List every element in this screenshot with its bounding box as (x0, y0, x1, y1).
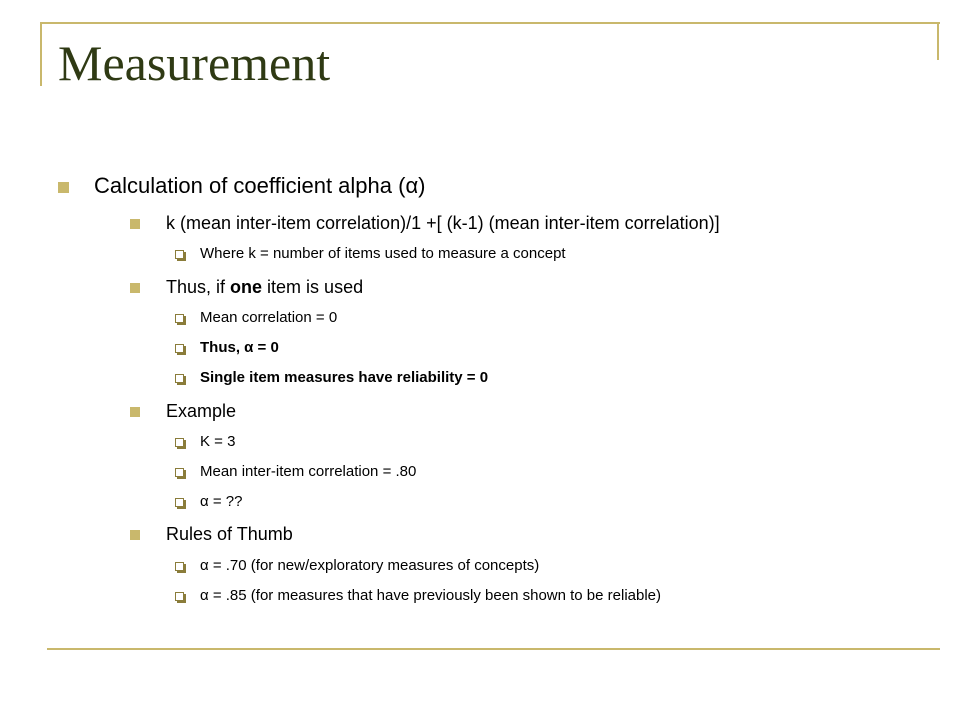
bullet-text: Single item measures have reliability = 0 (200, 368, 489, 386)
right-rule (937, 22, 939, 60)
sub-bullet (200, 463, 918, 482)
bullet-formula (130, 212, 918, 235)
square-bullet-icon (130, 530, 140, 540)
bullet-text: k (mean inter-item correlation)/1 +[ (k-1) (mean inter-item correlation)] (166, 212, 720, 233)
sub-bullet (200, 339, 918, 358)
box-bullet-icon (175, 344, 184, 353)
sub-bullet (200, 369, 918, 388)
slide-body (58, 172, 918, 605)
top-rule (40, 22, 940, 24)
box-bullet-icon (175, 592, 184, 601)
box-bullet-icon (175, 498, 184, 507)
box-bullet-icon (175, 250, 184, 259)
bullet-text: Example (166, 400, 237, 421)
sub-bullet (200, 433, 918, 452)
bullet-text: Rules of Thumb (166, 524, 293, 545)
square-bullet-icon (130, 283, 140, 293)
bullet-text: Where k = number of items used to measure a concept (200, 245, 566, 262)
sub-bullet (200, 557, 918, 576)
bullet-text-prefix: Thus, if (166, 276, 231, 297)
sub-bullet-formula-note (200, 245, 918, 264)
bullet-text: K = 3 (200, 433, 236, 450)
square-bullet-icon (58, 182, 69, 193)
bullet-text: α = .70 (for new/exploratory measures of concepts) (200, 556, 540, 574)
sub-bullet (200, 587, 918, 606)
box-bullet-icon (175, 374, 184, 383)
bullet-text-suffix: item is used (262, 276, 364, 297)
bullet-text: α = .85 (for measures that have previously been shown to be reliable) (200, 586, 662, 604)
slide-title: Measurement (58, 35, 331, 91)
bullet-coefficient-alpha (58, 172, 918, 200)
bullet-text: Calculation of coefficient alpha (α) (94, 173, 426, 198)
box-bullet-icon (175, 438, 184, 447)
bullet-text-emphasis: one (230, 276, 263, 297)
square-bullet-icon (130, 219, 140, 229)
left-rule (40, 22, 42, 86)
box-bullet-icon (175, 314, 184, 323)
bullet-one-item (130, 276, 918, 299)
bullet-text: Thus, α = 0 (200, 339, 279, 356)
bullet-text: α = ?? (200, 492, 243, 510)
bullet-example (130, 400, 918, 423)
box-bullet-icon (175, 562, 184, 571)
box-bullet-icon (175, 468, 184, 477)
sub-bullet (200, 493, 918, 512)
bullet-rules-of-thumb (130, 523, 918, 546)
bullet-text: Mean correlation = 0 (200, 309, 338, 327)
bottom-rule (47, 648, 940, 650)
sub-bullet (200, 309, 918, 328)
bullet-text: Mean inter-item correlation = .80 (200, 462, 417, 480)
square-bullet-icon (130, 407, 140, 417)
